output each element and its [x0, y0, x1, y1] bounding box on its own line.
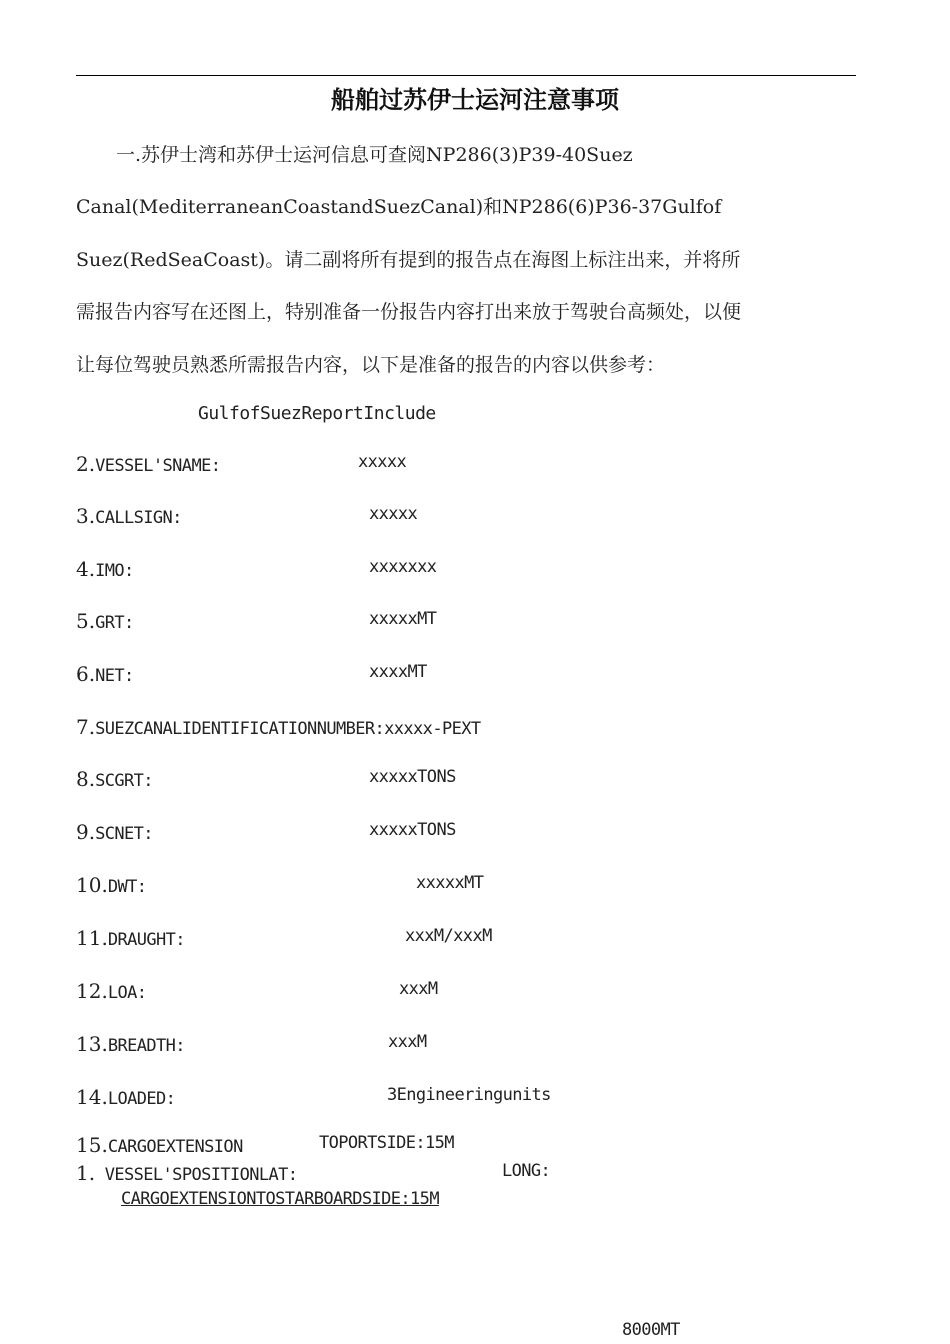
footer-value: 8000MT	[622, 1320, 680, 1340]
top-rule	[76, 75, 856, 76]
report-heading: GulfofSuezReportInclude	[198, 403, 436, 424]
intro-line-1: 一.苏伊士湾和苏伊士运河信息可查阅NP286(3)P39-40Suez	[116, 144, 633, 166]
intro-line-4: 需报告内容写在还图上，特别准备一份报告内容打出来放于驾驶台高频处，以便	[76, 301, 742, 323]
list-item: 13.BREADTH: xxxM	[76, 1032, 427, 1056]
intro-line-5: 让每位驾驶员熟悉所需报告内容，以下是准备的报告的内容以供参考：	[76, 354, 666, 376]
list-item: 9.SCNET: xxxxxTONS	[76, 820, 456, 844]
list-item: 2.VESSEL'SNAME: xxxxx	[76, 452, 407, 476]
list-item: 3.CALLSIGN: xxxxx	[76, 504, 418, 528]
list-item: 15.CARGOEXTENSION TOPORTSIDE:15M	[76, 1133, 454, 1157]
list-item: 12.LOA: xxxM	[76, 979, 438, 1003]
list-item: 6.NET: xxxxMT	[76, 662, 427, 686]
list-item: 8.SCGRT: xxxxxTONS	[76, 767, 456, 791]
intro-line-2: Canal(MediterraneanCoastandSuezCanal)和NP286(6)P36-37Gulfof	[76, 196, 722, 218]
list-item: 10.DWT: xxxxxMT	[76, 873, 484, 897]
list-item: 5.GRT: xxxxxMT	[76, 609, 437, 633]
list-item: 11.DRAUGHT: xxxM/xxxM	[76, 926, 492, 950]
list-item: 14.LOADED: 3Engineeringunits	[76, 1085, 551, 1109]
cargo-starboard-extension: CARGOEXTENSIONTOSTARBOARDSIDE:15M	[121, 1189, 439, 1209]
list-item: 7.SUEZCANALIDENTIFICATIONNUMBER:xxxxx-PEXT	[76, 715, 481, 739]
document-title: 船舶过苏伊士运河注意事项	[331, 86, 619, 114]
intro-line-3: Suez(RedSeaCoast)。请二副将所有提到的报告点在海图上标注出来，并将所	[76, 249, 741, 271]
list-item: 1. VESSEL'SPOSITIONLAT: LONG:	[76, 1161, 551, 1185]
list-item: 4.IMO: xxxxxxx	[76, 557, 437, 581]
